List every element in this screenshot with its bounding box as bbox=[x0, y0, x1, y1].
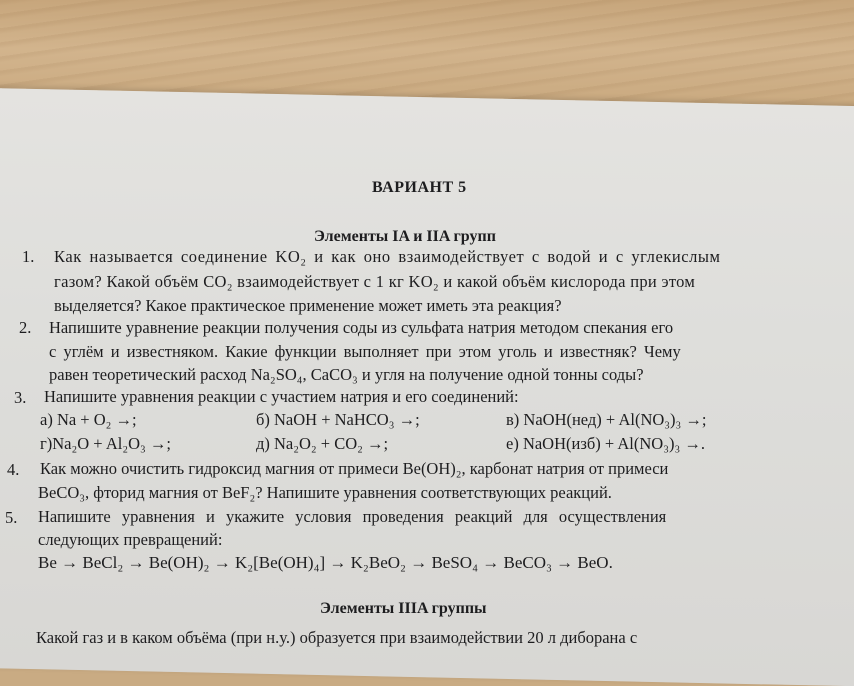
question-4-line-2: BeCO₃, фторид магния от BeF₂? Напишите уравнения соответствующих реакций. bbox=[38, 483, 612, 502]
reaction-f: е) NaOH(изб) + Al(NO₃)₃ →. bbox=[506, 434, 705, 453]
question-5-transformation-chain: Be → BeCl₂ → Be(OH)₂ → K₂[Be(OH)₄] → K₂BeO₂ → BeSO₄ → BeCO₃ → BeO. bbox=[38, 553, 613, 572]
question-5-line-2: следующих превращений: bbox=[38, 530, 223, 549]
question-1-line-2: газом? Какой объём CO₂ взаимодействует с 1 кг KO₂ и какой объём кислорода при этом bbox=[54, 272, 696, 291]
question-2-line-1: Напишите уравнение реакции получения соды из сульфата натрия методом спекания его bbox=[49, 318, 674, 337]
question-2-line-3: равен теоретический расход Na₂SO₄, CaCO₃ и угля на получение одной тонны соды? bbox=[49, 365, 644, 384]
section-heading-ia-iia: Элементы IA и IIA групп bbox=[314, 228, 496, 245]
question-1-line-1: Как называется соединение KO₂ и как оно взаимодействует с водой и с углекислым bbox=[54, 247, 721, 266]
question-1-number: 1. bbox=[22, 247, 35, 266]
question-2-number: 2. bbox=[19, 318, 32, 337]
section-heading-iiia: Элементы IIIA группы bbox=[320, 600, 487, 617]
reaction-a: а) Na + O₂ →; bbox=[40, 410, 137, 429]
question-3-line-1: Напишите уравнения реакции с участием натрия и его соединений: bbox=[44, 387, 519, 406]
reaction-d: г)Na₂O + Al₂O₃ →; bbox=[40, 434, 171, 453]
question-4-line-1: Как можно очистить гидроксид магния от примеси Be(OH)₂, карбонат натрия от примеси bbox=[40, 459, 669, 478]
question-6-partial-line: Какой газ и в каком объёма (при н.у.) образуется при взаимодействии 20 л диборана с bbox=[36, 628, 638, 647]
question-5-number: 5. bbox=[5, 508, 18, 527]
question-1-line-3: выделяется? Какое практическое применение может иметь эта реакция? bbox=[54, 296, 562, 315]
question-2-line-2: с углём и известняком. Какие функции выполняет при этом уголь и известняк? Чему bbox=[49, 342, 681, 361]
question-3-number: 3. bbox=[14, 388, 27, 407]
question-4-number: 4. bbox=[7, 460, 20, 479]
question-5-line-1: Напишите уравнения и укажите условия проведения реакций для осуществления bbox=[38, 507, 667, 526]
reaction-c: в) NaOH(нед) + Al(NO₃)₃ →; bbox=[506, 410, 707, 429]
variant-title: ВАРИАНТ 5 bbox=[372, 179, 467, 196]
reaction-b: б) NaOH + NaHCO₃ →; bbox=[256, 410, 420, 429]
reaction-e: д) Na₂O₂ + CO₂ →; bbox=[256, 434, 389, 453]
